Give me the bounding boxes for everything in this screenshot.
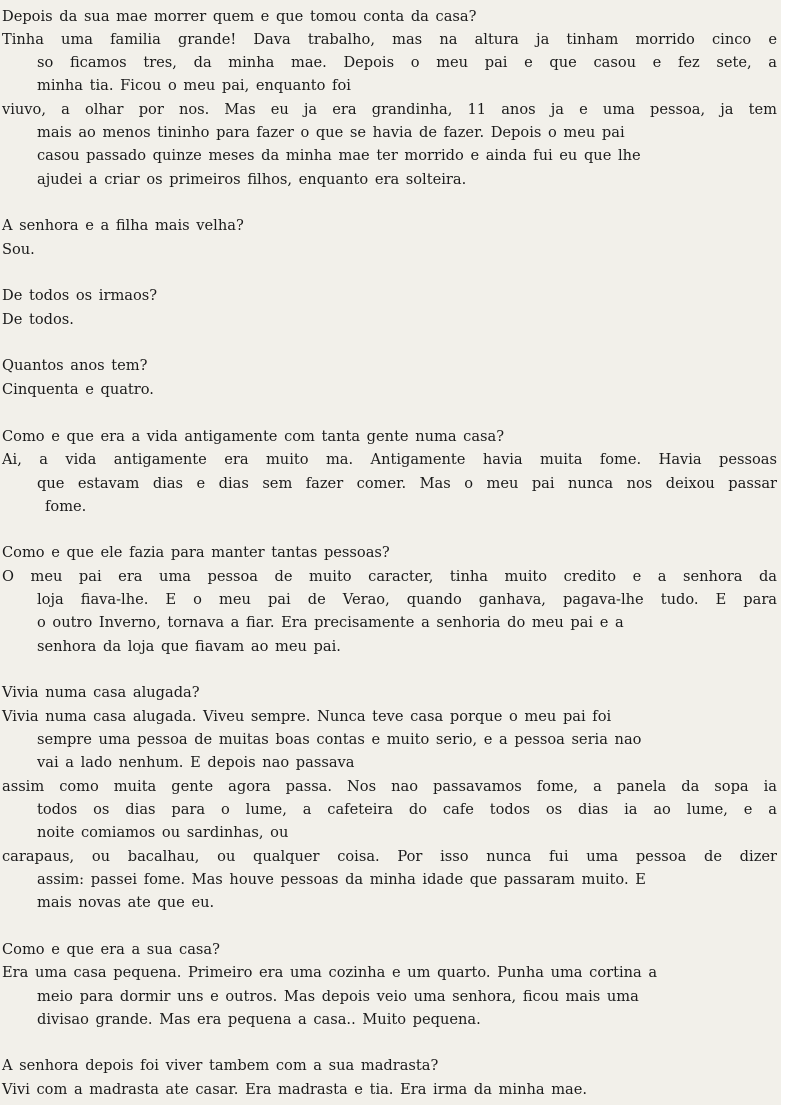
- answer-line: Vivia numa casa alugada. Viveu sempre. Nunca teve casa porque o meu pai foi: [2, 708, 612, 725]
- answer-line: Tinha uma familia grande! Dava trabalho, mas na altura ja tinham morrido cinco e: [2, 31, 777, 48]
- answer-line: ajudei a criar os primeiros filhos, enquanto era solteira.: [37, 171, 467, 188]
- answer-line: meio para dormir uns e outros. Mas depois veio uma senhora, ficou mais uma: [37, 988, 639, 1005]
- answer-line: divisao grande. Mas era pequena a casa.. Muito pequena.: [37, 1011, 481, 1028]
- answer-line: Vivi com a madrasta ate casar. Era madrasta e tia. Era irma da minha mae.: [2, 1081, 588, 1098]
- answer-line: so ficamos tres, da minha mae. Depois o meu pai e que casou e fez sete, a: [37, 54, 777, 71]
- question-line: Depois da sua mae morrer quem e que tomou conta da casa?: [2, 8, 477, 25]
- answer-line: assim como muita gente agora passa. Nos nao passavamos fome, a panela da sopa ia: [2, 778, 777, 795]
- question-line: A senhora e a filha mais velha?: [2, 217, 244, 234]
- answer-line: mais ao menos tininho para fazer o que se havia de fazer. Depois o meu pai: [37, 124, 625, 141]
- answer-line: mais novas ate que eu.: [37, 894, 215, 911]
- answer-line: que estavam dias e dias sem fazer comer. Mas o meu pai nunca nos deixou passar: [37, 475, 777, 492]
- answer-line: senhora da loja que fiavam ao meu pai.: [37, 638, 341, 655]
- answer-line: viuvo, a olhar por nos. Mas eu ja era grandinha, 11 anos ja e uma pessoa, ja tem: [2, 101, 777, 118]
- answer-line: todos os dias para o lume, a cafeteira do cafe todos os dias ia ao lume, e a: [37, 801, 777, 818]
- answer-line: assim: passei fome. Mas houve pessoas da minha idade que passaram muito. E: [37, 871, 646, 888]
- answer-line: O meu pai era uma pessoa de muito caracter, tinha muito credito e a senhora da: [2, 568, 777, 585]
- answer-line: Ai, a vida antigamente era muito ma. Antigamente havia muita fome. Havia pessoas: [2, 451, 777, 468]
- question-line: Como e que ele fazia para manter tantas pessoas?: [2, 544, 390, 561]
- question-line: Como e que era a sua casa?: [2, 941, 220, 958]
- answer-line: vai a lado nenhum. E depois nao passava: [37, 754, 355, 771]
- question-line: Quantos anos tem?: [2, 357, 148, 374]
- question-line: De todos os irmaos?: [2, 287, 158, 304]
- answer-line: fome.: [45, 498, 87, 515]
- answer-line: Sou.: [2, 241, 35, 258]
- answer-line: De todos.: [2, 311, 74, 328]
- question-line: Como e que era a vida antigamente com tanta gente numa casa?: [2, 428, 505, 445]
- question-line: Vivia numa casa alugada?: [2, 684, 200, 701]
- answer-line: minha tia. Ficou o meu pai, enquanto foi: [37, 77, 351, 94]
- question-line: A senhora depois foi viver tambem com a sua madrasta?: [2, 1057, 439, 1074]
- page-edge: [781, 0, 785, 1105]
- answer-line: loja fiava-lhe. E o meu pai de Verao, quando ganhava, pagava-lhe tudo. E para: [37, 591, 777, 608]
- answer-line: carapaus, ou bacalhau, ou qualquer coisa. Por isso nunca fui uma pessoa de dizer: [2, 848, 777, 865]
- answer-line: casou passado quinze meses da minha mae ter morrido e ainda fui eu que lhe: [37, 147, 641, 164]
- answer-line: noite comiamos ou sardinhas, ou: [37, 824, 289, 841]
- answer-line: Cinquenta e quatro.: [2, 381, 154, 398]
- answer-line: sempre uma pessoa de muitas boas contas e muito serio, e a pessoa seria nao: [37, 731, 642, 748]
- answer-line: o outro Inverno, tornava a fiar. Era precisamente a senhoria do meu pai e a: [37, 614, 624, 631]
- answer-line: Era uma casa pequena. Primeiro era uma cozinha e um quarto. Punha uma cortina a: [2, 964, 658, 981]
